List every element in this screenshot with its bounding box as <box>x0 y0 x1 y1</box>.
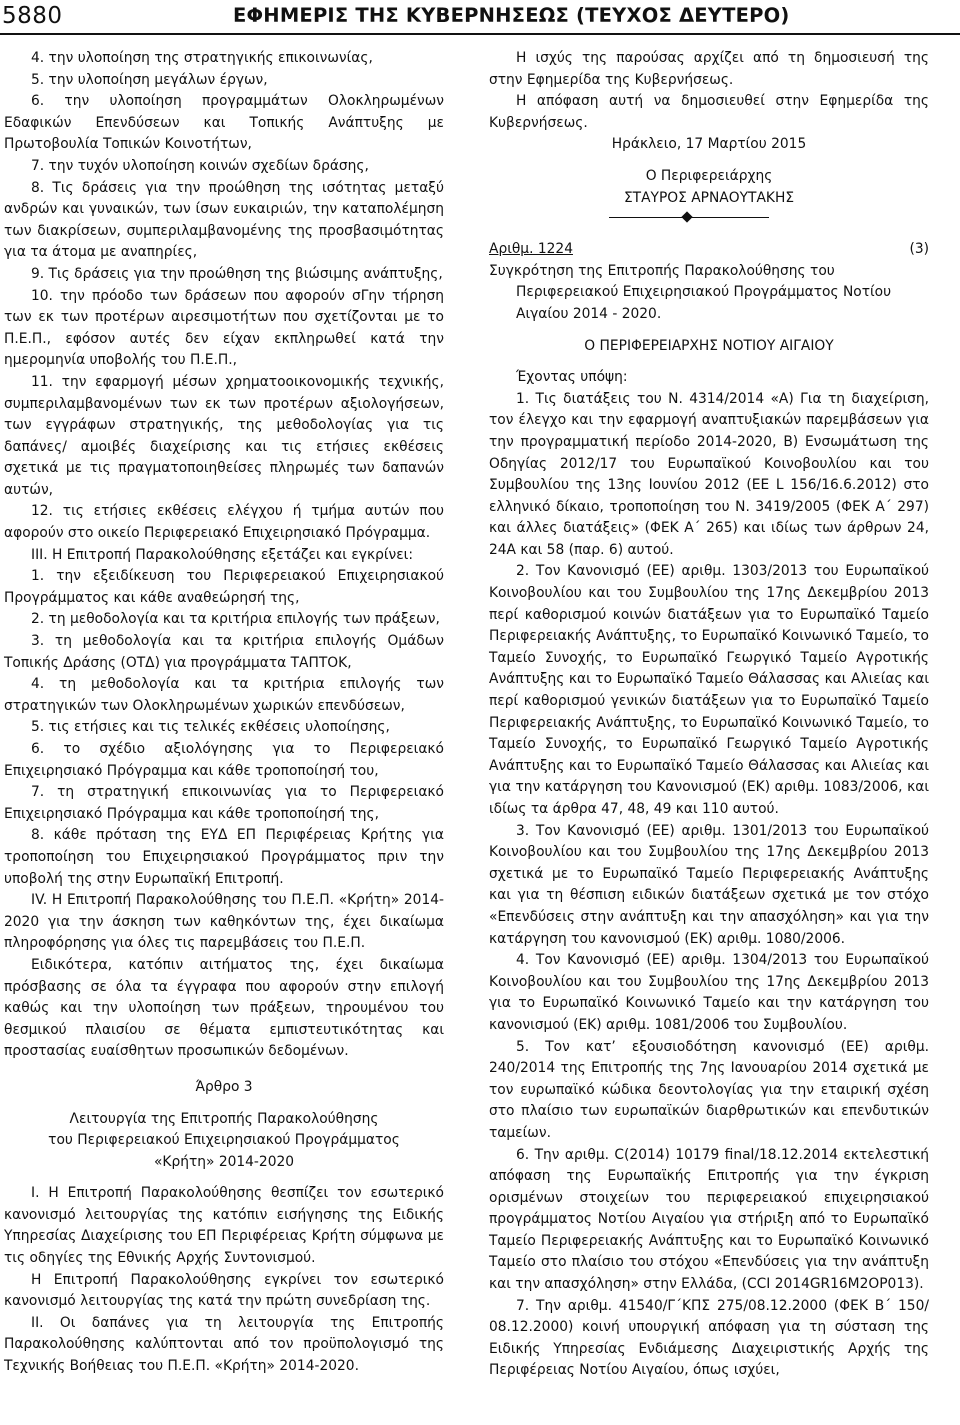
list-item: 7. τη στρατηγική επικοινωνίας για το Περιφερειακό Επιχειρησιακό Πρόγραμμα και κάθε τροποποίησή της, <box>4 784 444 822</box>
page-number: 5880 <box>2 3 63 29</box>
list-item: 5. Τον κατ’ εξουσιοδότηση κανονισμό (ΕΕ) αριθμ. 240/2014 της Επιτροπής της 7ης Ιανουαρίου 2014 σχετικά με τον ευρωπαϊκό κώδικα δεοντολογίας για την εταιρική σχέση στο πλαίσιο των ευρωπαϊκών διαρθρωτικών και επενδυτικών ταμείων. <box>489 1038 929 1141</box>
decision-title: Συγκρότηση της Επιτροπής Παρακολούθησης του Περιφερειακού Επιχειρησιακού Προγράμματος Νοτίου Αιγαίου 2014 - 2020. <box>489 262 892 322</box>
list-item: 3. Τον Κανονισμό (ΕΕ) αριθμ. 1301/2013 του Ευρωπαϊκού Κοινοβουλίου και του Συμβουλίου της 17ης Δεκεμβρίου 2013 σχετικά με το Ευρωπαϊκό Ταμείο Περιφερειακής Ανάπτυξης και για τη θέσπιση ειδικών διατάξεων σχετικά με τον στόχο «Επενδύσεις στην ανάπτυξη και την απασχόληση» και για την κατάργηση του κανονισμού (ΕΚ) αριθμ. 1080/2006. <box>489 822 929 947</box>
list-item: 10. την πρόοδο των δράσεων που αφορούν σΓην τήρηση των εκ των προτέρων αιρεσιμοτήτων που σχετίζονται με το Π.Ε.Π., εφόσον αυτές δεν είχαν εκπληρωθεί κατά την ημερομηνία υποβολής του Π.Ε.Π., <box>4 287 444 369</box>
authority-heading: Ο ΠΕΡΙΦΕΡΕΙΑΡΧΗΣ ΝΟΤΙΟΥ ΑΙΓΑΙΟΥ <box>584 337 834 354</box>
header-rule <box>0 33 960 35</box>
list-item: 1. Τις διατάξεις του Ν. 4314/2014 «Α) Για τη διαχείριση, τον έλεγχο και την εφαρμογή αναπτυξιακών παρεμβάσεων για την προγραμματική περίοδο 2014-2020, Β) Ενσωμάτωση της Οδηγίας 2012/17 του Ευρωπαϊκού Κοινοβουλίου και του Συμβουλίου της 13ης Ιουνίου 2012 (EE L 156/16.6.2012) στο ελληνικό δίκαιο, τροποποίηση του Ν. 3419/2005 (ΦΕΚ Α΄ 297) και άλλες διατάξεις» (ΦΕΚ Α΄ 265) και ιδίως των άρθρων 24, 24Α και 58 (παρ. 6) αυτού. <box>489 390 929 558</box>
list-item: 6. την υλοποίηση προγραμμάτων Ολοκληρωμένων Εδαφικών Επενδύσεων και Τοπικής Ανάπτυξης με Πρωτοβουλία Τοπικών Κοινοτήτων, <box>4 93 444 153</box>
list-item: 5. την υλοποίηση μεγάλων έργων, <box>31 71 268 88</box>
list-item: 7. Την αριθμ. 41540/Γ΄ΚΠΣ 275/08.12.2000 (ΦΕΚ Β΄ 150/ 08.12.2000) κοινή υπουργική απόφαση για τη σύσταση της Ειδικής Υπηρεσίας Ενδιάμεσης Διαχειριστικής Αρχής της Περιφέρειας Νοτίου Αιγαίου, όπως ισχύει, <box>489 1297 929 1379</box>
decision-number: Αριθμ. 1224 <box>489 241 573 258</box>
signatory-title: Ο Περιφερειάρχης <box>645 167 773 184</box>
paragraph: Ι. Η Επιτροπή Παρακολούθησης θεσπίζει τον εσωτερικό κανονισμό λειτουργίας της κατόπιν εισήγησης της Ειδικής Υπηρεσίας Διαχείρισης του ΕΠ Περιφέρειας Κρήτη σύμφωνα με τις οδηγίες της Εθνικής Αρχής Συντονισμού. <box>4 1185 444 1267</box>
list-item: 12. τις ετήσιες εκθέσεις ελέγχου ή τμήμα αυτών που αφορούν στο οικείο Περιφερειακό Επιχειρησιακό Πρόγραμμα. <box>4 503 444 542</box>
paragraph: Ειδικότερα, κατόπιν αιτήματος της, έχει δικαίωμα πρόσβασης σε όλα τα έγγραφα που αφορούν στην επιλογή καθώς και την υλοποίηση των πράξεων, τηρουμένου του θεσμικού πλαισίου σε θέματα εμπιστευτικότητας και προστασίας ευαίσθητων προσωπικών δεδομένων. <box>4 956 444 1060</box>
having-regard: Έχοντας υπόψη: <box>516 369 628 386</box>
list-item: 1. την εξειδίκευση του Περιφερειακού Επιχειρησιακού Προγράμματος και κάθε αναθεώρησή της, <box>4 568 444 606</box>
list-item: 4. την υλοποίηση της στρατηγικής επικοινωνίας, <box>31 50 373 66</box>
section-heading: ΙΙΙ. Η Επιτροπή Παρακολούθησης εξετάζει και εγκρίνει: <box>31 546 413 563</box>
article-title-line: του Περιφερειακού Επιχειρησιακού Προγράμματος <box>48 1132 400 1149</box>
paragraph: Η Επιτροπή Παρακολούθησης εγκρίνει τον εσωτερικό κανονισμό λειτουργίας της κατά την πρώτη συνεδρίαση της. <box>4 1271 444 1310</box>
list-item: 8. κάθε πρόταση της ΕΥΔ ΕΠ Περιφέρειας Κρήτης για τροποποίηση του Επιχειρησιακού Προγράμματος πριν την υποβολή της στην Ευρωπαϊκή Επιτροπή. <box>4 827 444 887</box>
list-item: 2. Τον Κανονισμό (ΕΕ) αριθμ. 1303/2013 του Ευρωπαϊκού Κοινοβουλίου και του Συμβουλίου της 17ης Δεκεμβρίου 2013 περί καθορισμού κοινών διατάξεων για το Ευρωπαϊκό Ταμείο Περιφερειακής Ανάπτυξης, το Ευρωπαϊκό Κοινωνικό Ταμείο, το Ταμείο Συνοχής, το Ευρωπαϊκό Γεωργικό Ταμείο Αγροτικής Ανάπτυξης και το Ευρωπαϊκό Ταμείο Θάλασσας και Αλιείας και περί καθορισμού γενικών διατάξεων για το Ευρωπαϊκό Ταμείο Περιφερειακής Ανάπτυξης, το Ευρωπαϊκό Κοινωνικό Ταμείο, το Ταμείο Συνοχής, το Ευρωπαϊκό Γεωργικό Ταμείο Αγροτικής Ανάπτυξης και το Ευρωπαϊκό Ταμείο Θάλασσας και Αλιείας και για την κατάργηση του Κανονισμού (ΕΚ) αριθμ. 1083/2006, και ιδίως τα άρθρα 47, 48, 49 και 110 αυτού. <box>489 563 929 817</box>
paragraph: Η ισχύς της παρούσας αρχίζει από τη δημοσιευσή της στην Εφημερίδα της Κυβερνήσεως. <box>489 50 929 88</box>
left-column <box>4 48 444 1378</box>
right-column <box>489 48 929 1382</box>
paragraph: ΙΙ. Οι δαπάνες για τη λειτουργία της Επιτροπής Παρακολούθησης καλύπτονται από τον προϋπολογισμό της Τεχνικής Βοήθειας του Π.Ε.Π. «Κρήτη» 2014-2020. <box>4 1314 444 1375</box>
list-item: 4. Τον Κανονισμό (ΕΕ) αριθμ. 1304/2013 του Ευρωπαϊκού Κοινοβουλίου και του Συμβουλίου της 17ης Δεκεμβρίου 2013 για το Ευρωπαϊκό Κοινωνικό Ταμείο και την κατάργηση του κανονισμού (ΕΚ) αριθμ. 1081/2006 του Συμβουλίου. <box>489 952 929 1033</box>
list-item: 4. τη μεθοδολογία και τα κριτήρια επιλογής των στρατηγικών των Ολοκληρωμένων χωρικών επενδύσεων, <box>4 676 444 714</box>
diamond-icon <box>681 211 692 222</box>
gazette-title: ΕΦΗΜΕΡΙΣ ΤΗΣ ΚΥΒΕΡΝΗΣΕΩΣ (ΤΕΥΧΟΣ ΔΕΥΤΕΡΟ) <box>233 4 790 27</box>
paragraph: IV. Η Επιτροπή Παρακολούθησης του Π.Ε.Π. «Κρήτη» 2014-2020 για την άσκηση των καθηκόντων της, έχει δικαίωμα πληροφόρησης για όλες τις παρεμβάσεις του Π.Ε.Π. <box>4 892 444 952</box>
signatory-name: ΣΤΑΥΡΟΣ ΑΡΝΑΟΥΤΑΚΗΣ <box>623 189 795 206</box>
list-item: 8. Τις δράσεις για την προώθηση της ισότητας μεταξύ ανδρών και γυναικών, των ίσων ευκαιριών, την καταπολέμηση των διακρίσεων, συμπεριλαμβανομένης της προσβασιμότητας για τα άτομα με αναπηρίες, <box>4 179 444 261</box>
article-heading: Άρθρο 3 <box>195 1078 253 1095</box>
article-title-line: Λειτουργία της Επιτροπής Παρακολούθησης <box>69 1110 379 1127</box>
decision-number-row <box>489 239 929 261</box>
place-date: Ηράκλειο, 17 Μαρτίου 2015 <box>611 136 807 153</box>
list-item: 11. την εφαρμογή μέσων χρηματοοικονομικής τεχνικής, συμπεριλαμβανομένων των εκ των προτέρων αξιολογήσεων, των εγγράφων στρατηγικής, της μεθοδολογίας για τις δαπάνες/ αμοιβές διαχείρισης και τις ετήσιες εκθέσεις σχετικά με τις πραγματοποιηθείσες πληρωμές των δαπανών αυτών, <box>4 373 444 498</box>
paragraph: Η απόφαση αυτή να δημοσιευθεί στην Εφημερίδα της Κυβερνήσεως. <box>489 93 929 131</box>
list-item: 3. τη μεθοδολογία και τα κριτήρια επιλογής Ομάδων Τοπικής Δράσης (ΟΤΔ) για προγράμματα ΤΑΠΤΟΚ, <box>4 633 444 671</box>
article-title-line: «Κρήτη» 2014-2020 <box>153 1153 295 1170</box>
decision-marker: (3) <box>909 241 929 258</box>
page-header <box>0 0 960 40</box>
list-item: 6. Την αριθμ. C(2014) 10179 final/18.12.2014 εκτελεστική απόφαση της Ευρωπαϊκής Επιτροπής για την έγκριση ορισμένων στοιχείων του περιφερειακού επιχειρησιακού προγράμματος Νοτίου Αιγαίου για στήριξη από το Ευρωπαϊκό Ταμείο Περιφερειακής Ανάπτυξης και το Ευρωπαϊκό Κοινωνικό Ταμείο στο πλαίσιο του στόχου «Επενδύσεις για την ανάπτυξη και την απασχόληση» στην Ελλάδα, (CCI 2014GR16M2OP013). <box>489 1146 929 1293</box>
list-item: 5. τις ετήσιες και τις τελικές εκθέσεις υλοποίησης, <box>31 719 390 736</box>
list-item: 6. το σχέδιο αξιολόγησης για το Περιφερειακό Επιχειρησιακό Πρόγραμμα και κάθε τροποποίησή του, <box>4 741 444 779</box>
section-divider <box>489 209 929 229</box>
list-item: 2. τη μεθοδολογία και τα κριτήρια επιλογής των πράξεων, <box>31 611 440 628</box>
list-item: 9. Τις δράσεις για την προώθηση της βιώσιμης ανάπτυξης, <box>31 265 443 282</box>
list-item: 7. την τυχόν υλοποίηση κοινών σχεδίων δράσης, <box>31 157 369 174</box>
